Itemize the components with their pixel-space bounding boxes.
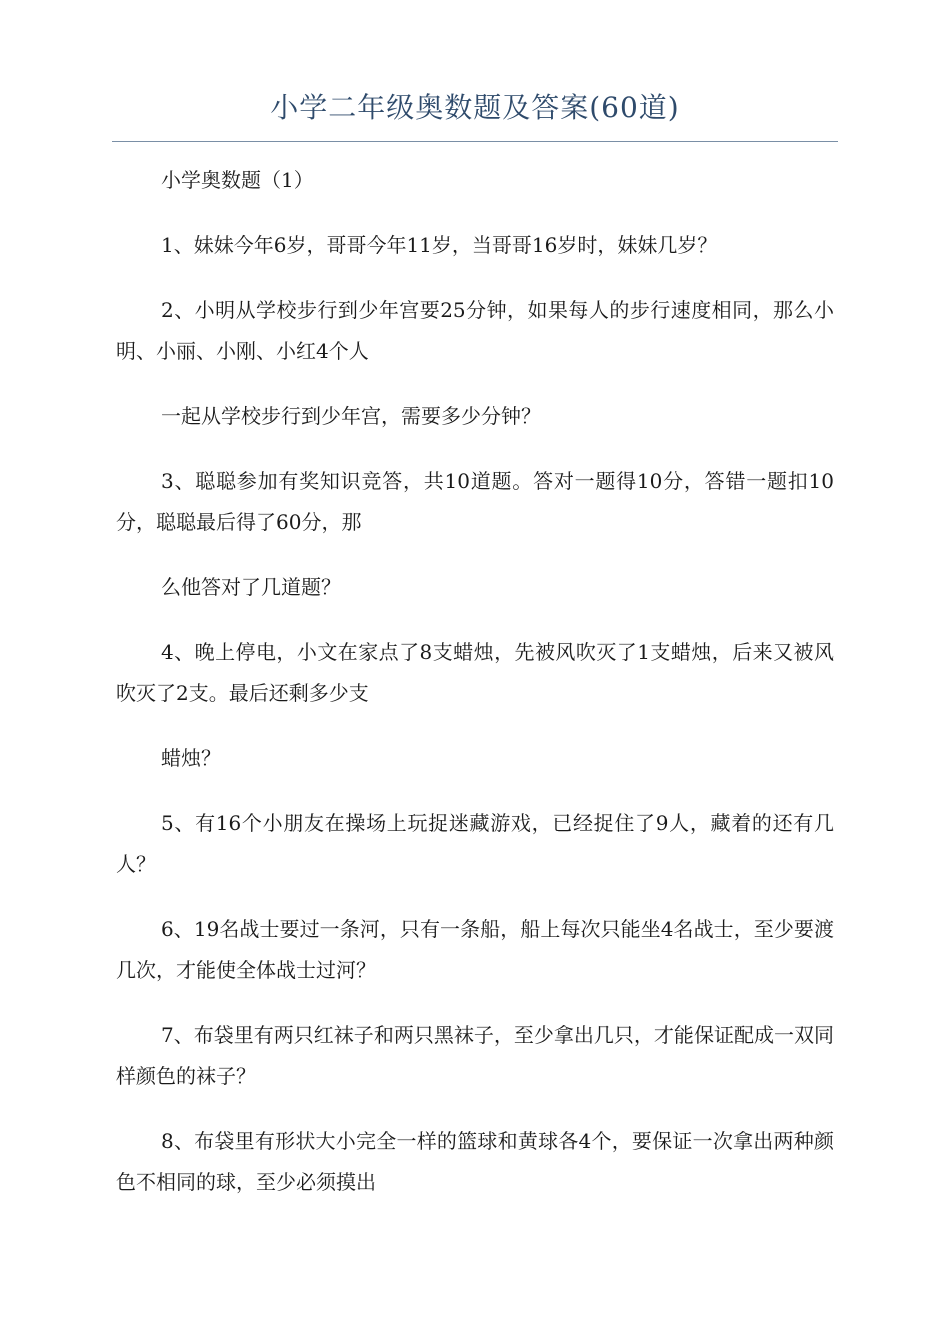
question-5: 5、有16个小朋友在操场上玩捉迷藏游戏，已经捉住了9人，藏着的还有几人？ <box>116 811 834 876</box>
question-3-continued: 么他答对了几道题？ <box>161 575 341 599</box>
question-1: 1、妹妹今年6岁，哥哥今年11岁，当哥哥16岁时，妹妹几岁？ <box>161 233 718 257</box>
section-heading: 小学奥数题（1） <box>161 168 314 192</box>
question-2: 2、小明从学校步行到少年宫要25分钟，如果每人的步行速度相同，那么小明、小丽、小刚、小红4个人 <box>116 298 834 363</box>
document-body <box>116 160 834 1227</box>
document-title: 小学二年级奥数题及答案(60道) <box>270 91 680 124</box>
question-7: 7、布袋里有两只红袜子和两只黑袜子，至少拿出几只，才能保证配成一双同样颜色的袜子？ <box>116 1023 834 1088</box>
question-8: 8、布袋里有形状大小完全一样的篮球和黄球各4个，要保证一次拿出两种颜色不相同的球，至少必须摸出 <box>116 1129 834 1194</box>
question-6: 6、19名战士要过一条河，只有一条船，船上每次只能坐4名战士，至少要渡几次，才能使全体战士过河？ <box>116 917 834 982</box>
title-divider <box>112 141 838 142</box>
question-3: 3、聪聪参加有奖知识竞答，共10道题。答对一题得10分，答错一题扣10分，聪聪最后得了60分，那 <box>116 469 834 534</box>
question-2-continued: 一起从学校步行到少年宫，需要多少分钟？ <box>161 404 541 428</box>
question-4-continued: 蜡烛？ <box>161 746 221 770</box>
question-4: 4、晚上停电，小文在家点了8支蜡烛，先被风吹灭了1支蜡烛，后来又被风吹灭了2支。最后还剩多少支 <box>116 640 834 705</box>
